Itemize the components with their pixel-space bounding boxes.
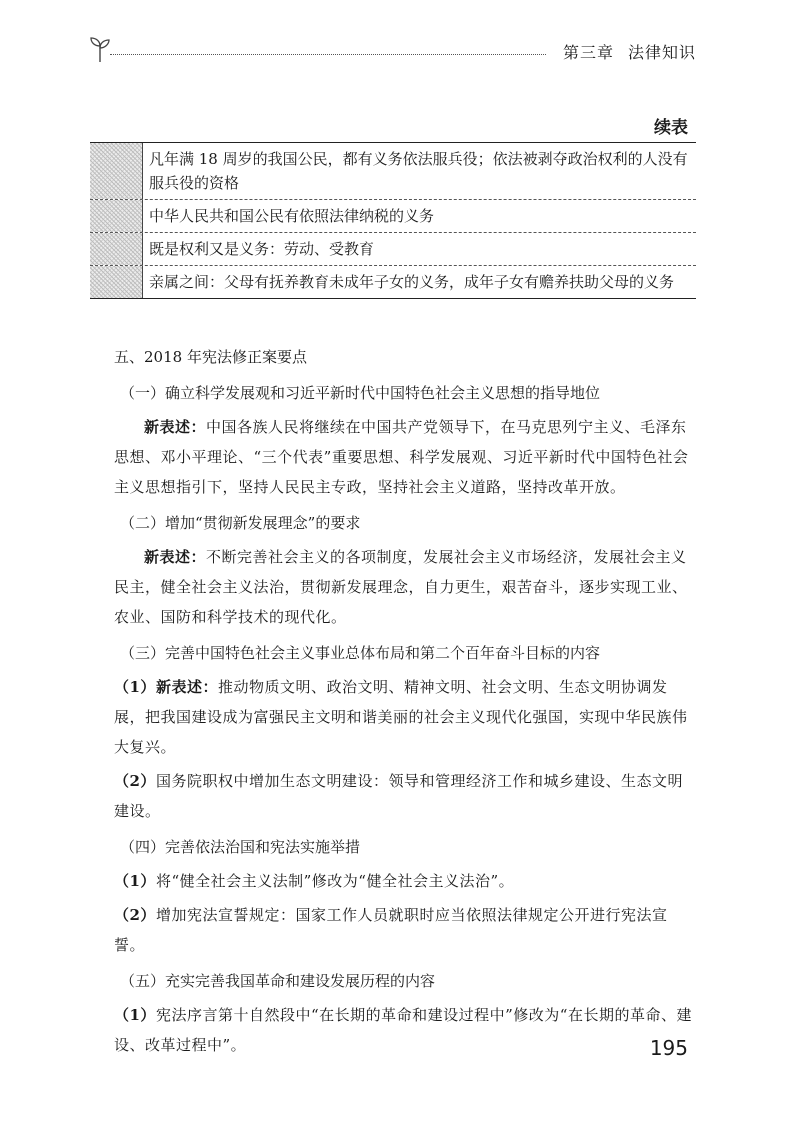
running-header <box>88 34 696 64</box>
table-row <box>90 143 696 199</box>
table-category-cell <box>90 143 143 199</box>
page-number: 195 <box>649 1036 688 1060</box>
subsection-heading: （三）完善中国特色社会主义事业总体布局和第二个百年奋斗目标的内容 <box>120 644 601 662</box>
list-item <box>114 1000 696 1060</box>
subsection-heading: （二）增加“贯彻新发展理念”的要求 <box>120 514 361 532</box>
table-row <box>90 232 696 265</box>
paragraph <box>114 412 696 502</box>
header-title <box>549 40 696 63</box>
item-label: 新表述： <box>155 678 218 696</box>
paragraph-label: 新表述： <box>144 548 207 566</box>
section-heading: 五、2018 年宪法修正案要点 <box>114 348 307 366</box>
header-divider <box>110 54 546 55</box>
item-number: （1） <box>114 1006 156 1024</box>
paragraph-text: 中国各族人民将继续在中国共产党领导下，在马克思列宁主义、毛泽东思想、邓小平理论、“三个代表”重要思想、科学发展观、习近平新时代中国特色社会主义思想指引下，坚持人民民主专政，坚持社会主义道路，坚持改革开放。 <box>114 418 689 496</box>
table-cell: 既是权利又是义务：劳动、受教育 <box>149 240 375 258</box>
table-row <box>90 199 696 232</box>
paragraph-label: 新表述： <box>144 418 207 436</box>
section-body <box>114 336 696 1060</box>
item-number: （1） <box>114 872 156 890</box>
table-cell: 中华人民共和国公民有依照法律纳税的义务 <box>149 207 435 225</box>
item-text: 国务院职权中增加生态文明建设：领导和管理经济工作和城乡建设、生态文明建设。 <box>114 772 683 820</box>
table-category-cell <box>90 266 143 298</box>
item-text: 推动物质文明、政治文明、精神文明、社会文明、生态文明协调发展，把我国建设成为富强民主文明和谐美丽的社会主义现代化强国，实现中华民族伟大复兴。 <box>114 678 688 756</box>
item-text: 宪法序言第十自然段中“在长期的革命和建设过程中”修改为“在长期的革命、建设、改革过程中”。 <box>114 1006 692 1054</box>
table-category-cell <box>90 233 143 265</box>
table-category-cell <box>90 200 143 232</box>
header-subject: 法律知识 <box>627 43 696 62</box>
subsection-heading: （五）充实完善我国革命和建设发展历程的内容 <box>120 972 436 990</box>
list-item <box>114 766 696 826</box>
item-text: 增加宪法宣誓规定：国家工作人员就职时应当依照法律规定公开进行宪法宣誓。 <box>114 906 668 954</box>
paragraph <box>114 542 696 632</box>
item-text: 将“健全社会主义法制”修改为“健全社会主义法治”。 <box>155 872 515 890</box>
header-chapter: 第三章 <box>562 43 614 62</box>
list-item <box>114 900 696 960</box>
list-item <box>114 866 696 896</box>
duties-table <box>90 142 696 299</box>
paragraph-text: 不断完善社会主义的各项制度，发展社会主义市场经济，发展社会主义民主，健全社会主义法治，贯彻新发展理念，自力更生，艰苦奋斗，逐步实现工业、农业、国防和科学技术的现代化。 <box>114 548 688 626</box>
table-cell: 凡年满 18 周岁的我国公民，都有义务依法服兵役；依法被剥夺政治权利的人没有服兵役的资格 <box>149 150 688 192</box>
table-cell: 亲属之间：父母有抚养教育未成年子女的义务，成年子女有赡养扶助父母的义务 <box>149 273 675 291</box>
table-continued-label: 续表 <box>654 118 688 138</box>
item-number: （2） <box>114 906 156 924</box>
list-item <box>114 672 696 762</box>
sprout-icon <box>88 34 112 64</box>
item-number: （1） <box>114 678 156 696</box>
subsection-heading: （四）完善依法治国和宪法实施举措 <box>120 838 361 856</box>
subsection-heading: （一）确立科学发展观和习近平新时代中国特色社会主义思想的指导地位 <box>120 384 601 402</box>
table-row <box>90 265 696 298</box>
item-number: （2） <box>114 772 156 790</box>
